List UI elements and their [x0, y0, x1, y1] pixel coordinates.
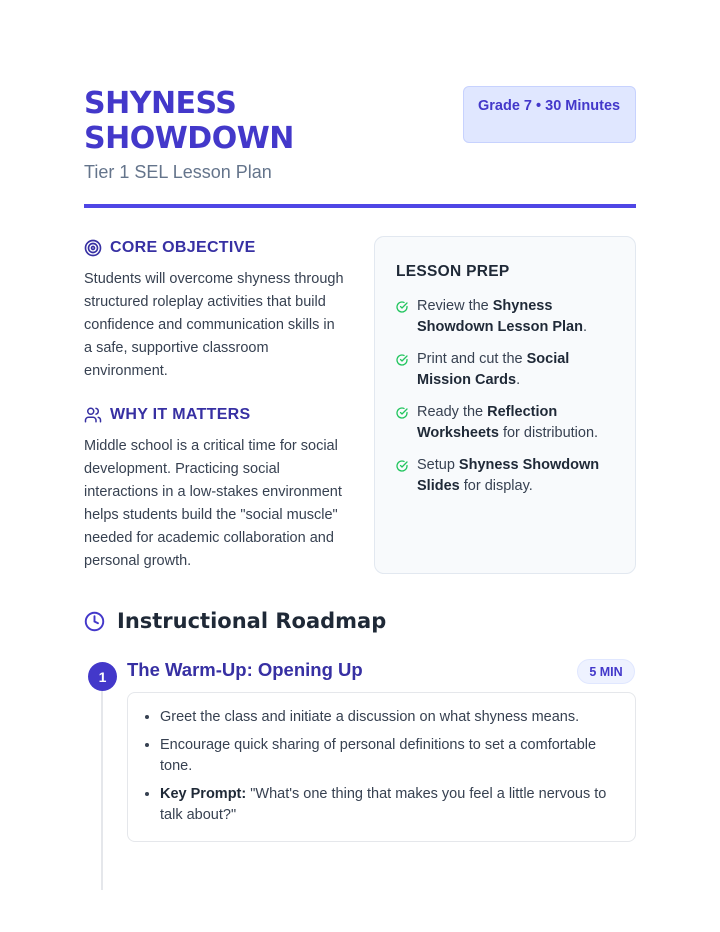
clock-icon: [84, 611, 105, 632]
step-title: The Warm-Up: Opening Up: [127, 659, 363, 680]
users-icon: [84, 406, 102, 424]
step-bullet-list: [160, 707, 619, 826]
lesson-header: [84, 86, 636, 183]
check-circle-icon: [396, 301, 408, 313]
prep-item: Review the Shyness Showdown Lesson Plan.: [396, 296, 615, 338]
check-circle-icon: [396, 407, 408, 419]
check-circle-icon: [396, 460, 408, 472]
list-item: • Greet the class and initiate a discussion on what shyness means.: [160, 707, 619, 728]
step-number: 1: [88, 662, 117, 691]
check-circle-icon: [396, 354, 408, 366]
roadmap-title: Instructional Roadmap: [117, 609, 387, 633]
page-subtitle: Tier 1 SEL Lesson Plan: [84, 162, 272, 182]
lesson-prep-card: [374, 236, 636, 574]
prep-item: Setup Shyness Showdown Slides for display.: [396, 455, 615, 497]
why-it-matters-heading: WHY IT MATTERS: [110, 406, 251, 423]
list-item: • Encourage quick sharing of personal definitions to set a comfortable tone.: [160, 735, 619, 777]
why-it-matters-text: Middle school is a critical time for social development. Practicing social interactions in a low-stakes environment helps students build the "social muscle" needed for academic collaboration and personal growth.: [84, 438, 342, 569]
list-item: • Key Prompt: "What's one thing that makes you feel a little nervous to talk about?": [160, 784, 619, 826]
page-title: SHYNESS SHOWDOWN: [84, 86, 294, 156]
target-icon: [84, 239, 102, 257]
step-duration-badge: 5 MIN: [577, 659, 635, 684]
left-column: [84, 238, 344, 573]
why-it-matters-section: [84, 405, 344, 573]
prep-item: Ready the Reflection Worksheets for distribution.: [396, 402, 615, 444]
lesson-prep-title: LESSON PREP: [396, 263, 510, 280]
prep-item: Print and cut the Social Mission Cards.: [396, 349, 615, 391]
step-details-card: [127, 692, 636, 842]
lesson-prep-list: [396, 296, 615, 497]
core-objective-section: [84, 238, 344, 383]
header-divider: [84, 204, 636, 208]
grade-duration-badge: Grade 7 • 30 Minutes: [463, 86, 636, 143]
roadmap-heading: [84, 609, 386, 633]
timeline-line: [101, 676, 103, 890]
core-objective-heading: CORE OBJECTIVE: [110, 239, 256, 256]
core-objective-text: Students will overcome shyness through structured roleplay activities that build confidence and communication skills in a safe, supportive classroom environment.: [84, 271, 344, 379]
